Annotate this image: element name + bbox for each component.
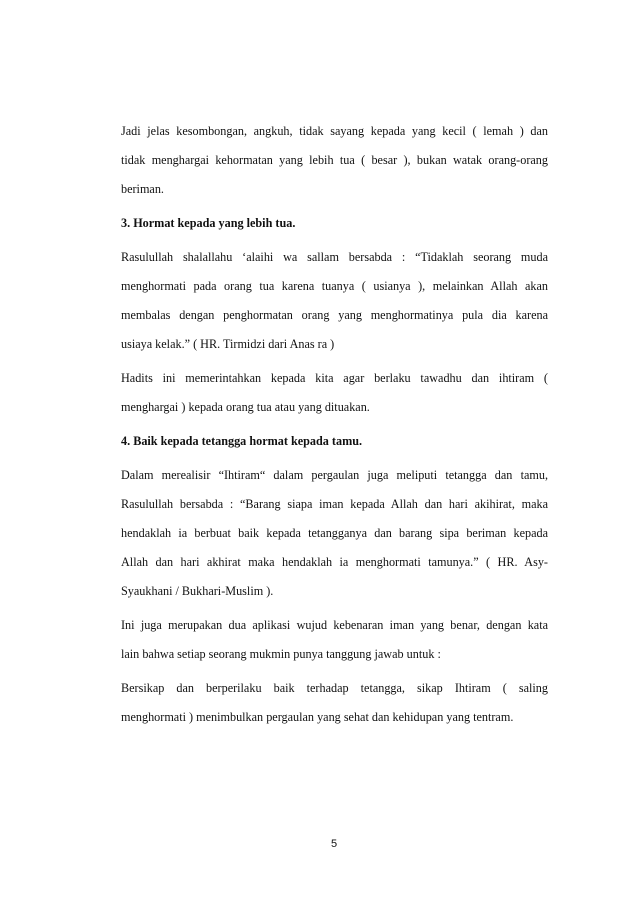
paragraph	[121, 461, 548, 606]
page-number: 5	[330, 838, 338, 850]
text-line: Ini juga merupakan dua aplikasi wujud kebenaran iman yang benar, dengan kata	[121, 618, 548, 632]
text-line: Hadits ini memerintahkan kepada kita agar berlaku tawadhu dan ihtiram (	[121, 371, 548, 385]
text-line: menghargai ) kepada orang tua atau yang dituakan.	[121, 400, 370, 414]
paragraph	[121, 611, 548, 669]
paragraph	[121, 674, 548, 732]
text-line: usiaya kelak.” ( HR. Tirmidzi dari Anas ra )	[121, 337, 335, 351]
text-line: Jadi jelas kesombongan, angkuh, tidak sayang kepada yang kecil ( lemah ) dan	[121, 124, 548, 138]
text-line: Syaukhani / Bukhari-Muslim ).	[121, 584, 274, 598]
paragraph	[121, 364, 548, 422]
text-line: 4. Baik kepada tetangga hormat kepada tamu.	[121, 434, 363, 448]
text-line: lain bahwa setiap seorang mukmin punya tanggung jawab untuk :	[121, 647, 441, 661]
section-heading	[121, 209, 548, 238]
text-line: menghormati ) menimbulkan pergaulan yang sehat dan kehidupan yang tentram.	[121, 710, 514, 724]
text-line: 3. Hormat kepada yang lebih tua.	[121, 216, 296, 230]
text-line: hendaklah ia berbuat baik kepada tetangganya dan barang sipa beriman kepada	[121, 526, 548, 540]
text-line: tidak menghargai kehormatan yang lebih tua ( besar ), bukan watak orang-orang	[121, 153, 548, 167]
document-body	[121, 117, 548, 732]
text-line: Bersikap dan berperilaku baik terhadap tetangga, sikap Ihtiram ( saling	[121, 681, 548, 695]
section-heading	[121, 427, 548, 456]
paragraph	[121, 117, 548, 204]
text-line: Dalam merealisir “Ihtiram“ dalam pergaulan juga meliputi tetangga dan tamu,	[121, 468, 548, 482]
text-line: beriman.	[121, 182, 164, 196]
text-line: membalas dengan penghormatan orang yang menghormatinya pula dia karena	[121, 308, 548, 322]
text-line: Allah dan hari akhirat maka hendaklah ia menghormati tamunya.” ( HR. Asy-	[121, 555, 548, 569]
text-line: menghormati pada orang tua karena tuanya ( usianya ), melainkan Allah akan	[121, 279, 548, 293]
paragraph	[121, 243, 548, 359]
text-line: Rasulullah bersabda : “Barang siapa iman kepada Allah dan hari akihirat, maka	[121, 497, 548, 511]
text-line: Rasulullah shalallahu ‘alaihi wa sallam bersabda : “Tidaklah seorang muda	[121, 250, 548, 264]
